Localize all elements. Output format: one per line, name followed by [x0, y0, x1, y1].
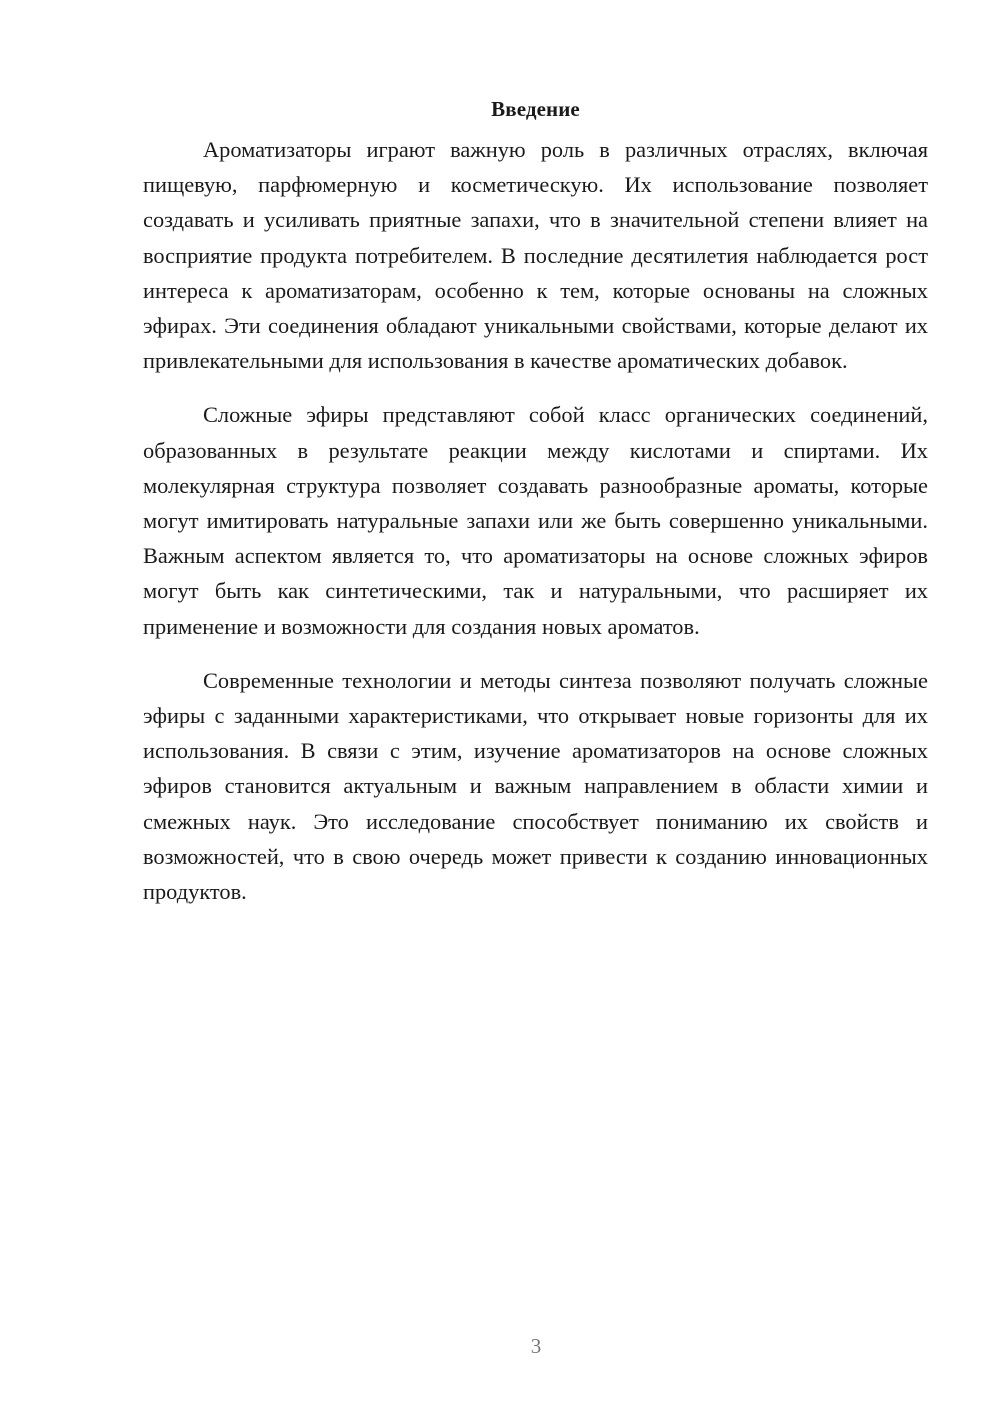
paragraph-1: Ароматизаторы играют важную роль в различных отраслях, включая пищевую, парфюмерную и косметическую. Их использование позволяет создавать и усиливать приятные запахи, что в значительной степени влияет на восприятие продукта потребителем. В последние десятилетия наблюдается рост интереса к ароматизаторам, особенно к тем, которые основаны на сложных эфирах. Эти соединения обладают уникальными свойствами, которые делают их привлекательными для использования в качестве ароматических добавок. — [143, 137, 928, 374]
paragraph-3: Современные технологии и методы синтеза позволяют получать сложные эфиры с заданными характеристиками, что открывает новые горизонты для их использования. В связи с этим, изучение ароматизаторов на основе сложных эфиров становится актуальным и важным направлением в области химии и смежных наук. Это исследование способствует пониманию их свойств и возможностей, что в свою очередь может привести к созданию инновационных продуктов. — [143, 667, 928, 905]
page-number: 3 — [530, 1334, 542, 1358]
page-content — [143, 92, 928, 909]
paragraph-2: Сложные эфиры представляют собой класс органических соединений, образованных в результате реакции между кислотами и спиртами. Их молекулярная структура позволяет создавать разнообразные ароматы, которые могут имитировать натуральные запахи или же быть совершенно уникальными. Важным аспектом является то, что ароматизаторы на основе сложных эфиров могут быть как синтетическими, так и натуральными, что расширяет их применение и возможности для создания новых ароматов. — [143, 402, 928, 639]
section-title: Введение — [491, 97, 580, 121]
